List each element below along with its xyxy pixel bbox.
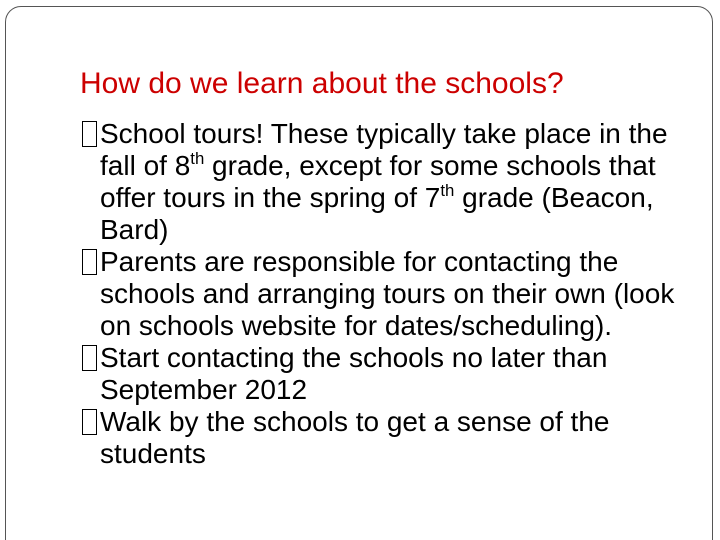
bullet-item-walk-by	[82, 406, 682, 470]
bullet-list	[82, 118, 682, 470]
bullet-text: School tours! These typically take place in the fall of 8	[100, 118, 668, 181]
bullet-box-icon	[82, 249, 97, 275]
bullet-box-icon	[82, 409, 97, 435]
bullet-item-start-contacting	[82, 342, 682, 406]
bullet-box-icon	[82, 345, 97, 371]
bullet-text: grade, except for some schools that offer tours in the spring of 7	[100, 150, 656, 213]
bullet-item-school-tours	[82, 118, 682, 246]
bullet-text: Parents are responsible for contacting the schools and arranging tours on their own (look on schools website for dates/scheduling).	[100, 246, 675, 341]
bullet-item-parents	[82, 246, 682, 342]
bullet-box-icon	[82, 121, 97, 147]
slide-title: How do we learn about the schools?	[80, 67, 564, 100]
bullet-text: grade (Beacon, Bard)	[100, 182, 654, 245]
ordinal-suffix: th	[190, 149, 205, 169]
bullet-text: Start contacting the schools no later than September 2012	[100, 342, 608, 405]
ordinal-suffix: th	[440, 181, 455, 201]
bullet-text: Walk by the schools to get a sense of the students	[100, 406, 610, 469]
